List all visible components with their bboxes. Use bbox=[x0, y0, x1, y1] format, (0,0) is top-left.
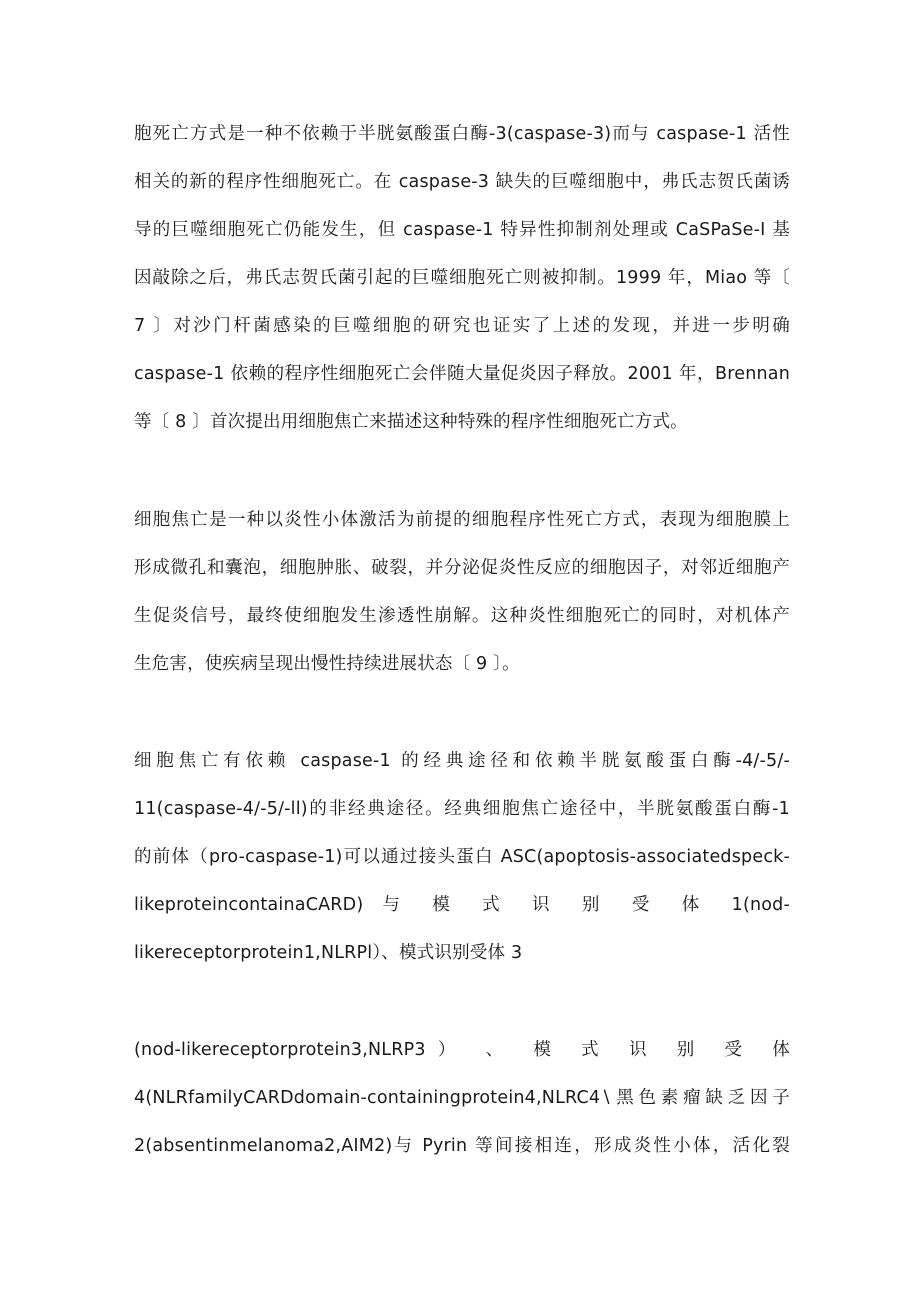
text-line: 细胞焦亡有依赖 caspase-1 的经典途径和依赖半胱氨酸蛋白酶-4/-5/- bbox=[134, 751, 790, 771]
text-line: 生促炎信号，最终使细胞发生渗透性崩解。这种炎性细胞死亡的同时，对机体产 bbox=[134, 606, 790, 626]
text-line: 形成微孔和囊泡，细胞肿胀、破裂，并分泌促炎性反应的细胞因子，对邻近细胞产 bbox=[134, 558, 790, 578]
paragraph-pyroptosis-definition bbox=[134, 496, 790, 688]
text-line: 7 〕对沙门杆菌感染的巨噬细胞的研究也证实了上述的发现，并进一步明确 bbox=[134, 316, 790, 336]
text-line: 4(NLRfamilyCARDdomain-containingprotein4,NLRC4∖黑色素瘤缺乏因子 bbox=[134, 1088, 790, 1108]
text-line: 相关的新的程序性细胞死亡。在 caspase-3 缺失的巨噬细胞中，弗氏志贺氏菌诱 bbox=[134, 172, 790, 192]
text-line: likeproteincontainaCARD) 与 模 式 识 别 受 体 1(nod- bbox=[134, 895, 790, 915]
text-line: likereceptorprotein1,NLRPl）、模式识别受体 3 bbox=[134, 943, 523, 963]
text-line: 生危害，使疾病呈现出慢性持续进展状态〔 9 〕。 bbox=[134, 654, 520, 674]
text-line: 胞死亡方式是一种不依赖于半胱氨酸蛋白酶-3(caspase-3)而与 caspase-1 活性 bbox=[134, 124, 790, 144]
text-line: (nod-likereceptorprotein3,NLRP3） 、 模 式 识 别 受 体 bbox=[134, 1040, 790, 1060]
text-line: 导的巨噬细胞死亡仍能发生，但 caspase-1 特异性抑制剂处理或 CaSPaSe-I 基 bbox=[134, 220, 790, 240]
paragraph-pyroptosis-pathways bbox=[134, 737, 790, 977]
paragraph-inflammasome bbox=[134, 1026, 790, 1170]
text-line: 11(caspase-4∕-5∕-ll)的非经典途径。经典细胞焦亡途径中，半胱氨酸蛋白酶-1 bbox=[134, 799, 790, 819]
text-line: 细胞焦亡是一种以炎性小体激活为前提的细胞程序性死亡方式，表现为细胞膜上 bbox=[134, 510, 790, 530]
text-line: 因敲除之后，弗氏志贺氏菌引起的巨噬细胞死亡则被抑制。1999 年，Miao 等〔 bbox=[134, 268, 790, 288]
text-line: 等〔 8 〕首次提出用细胞焦亡来描述这种特殊的程序性细胞死亡方式。 bbox=[134, 412, 688, 432]
text-line: 2(absentinmelanoma2,AIM2)与 Pyrin 等间接相连，形成炎性小体，活化裂 bbox=[134, 1136, 790, 1156]
paragraph-pyroptosis-history bbox=[134, 110, 790, 446]
text-line: 的前体（pro-caspase-1)可以通过接头蛋白 ASC(apoptosis-associatedspeck- bbox=[134, 847, 790, 867]
text-line: caspase-1 依赖的程序性细胞死亡会伴随大量促炎因子释放。2001 年，Brennan bbox=[134, 364, 790, 384]
